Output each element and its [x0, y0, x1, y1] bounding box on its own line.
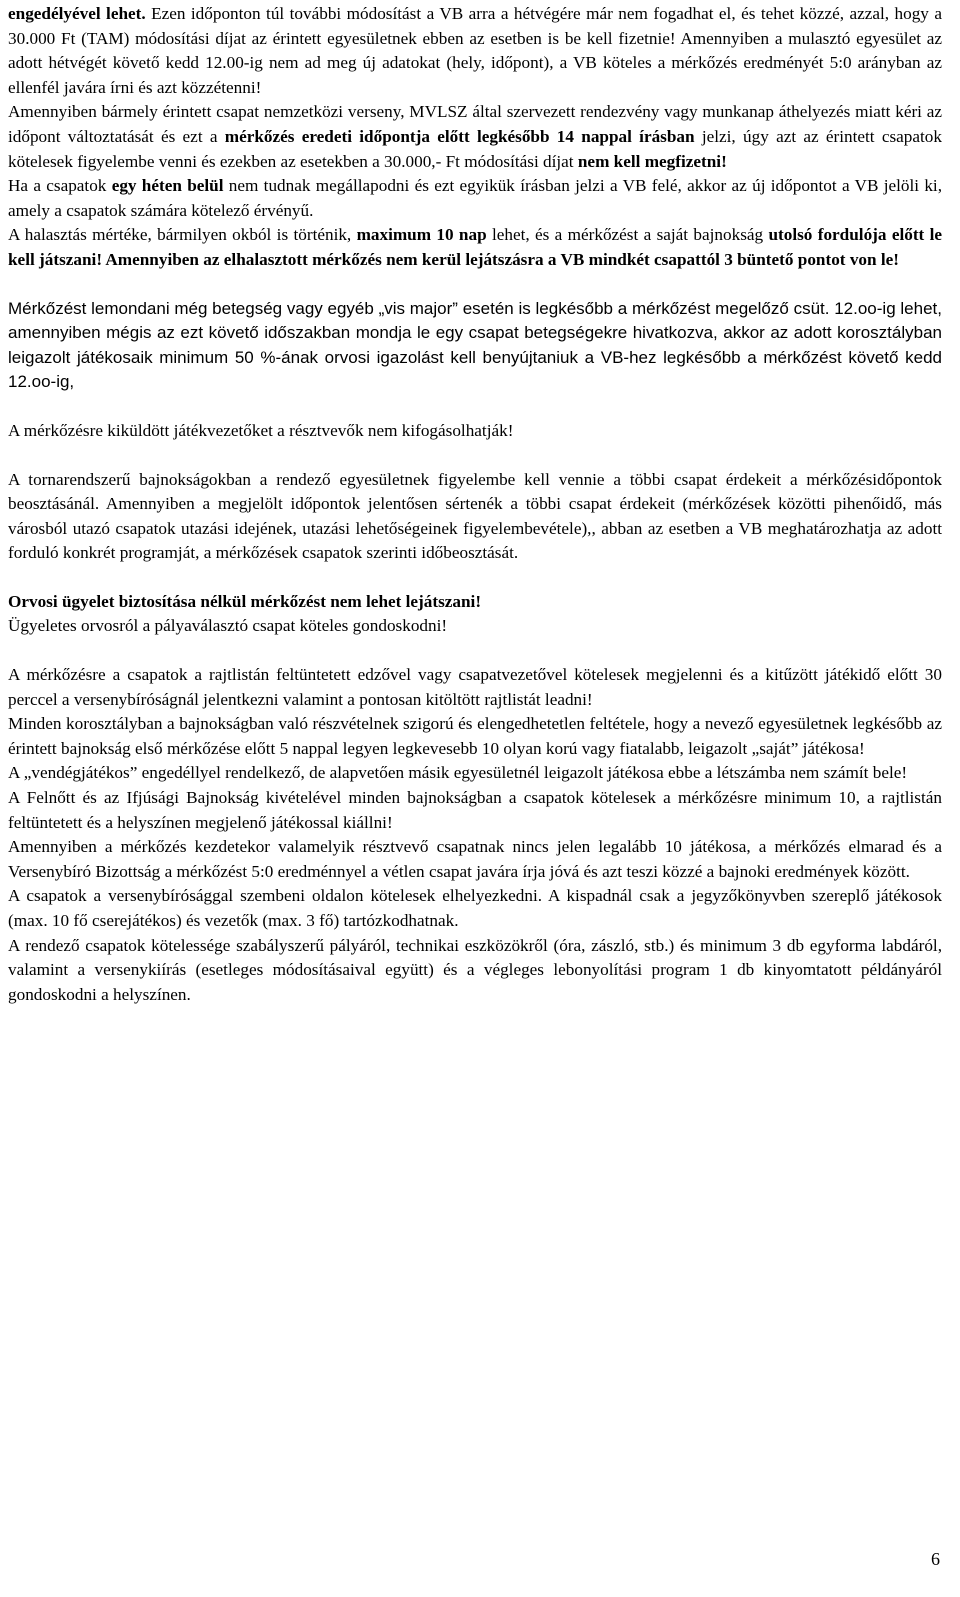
- paragraph: [8, 663, 942, 712]
- bold-text: nem kell megfizetni!: [577, 151, 727, 171]
- text-run: A mérkőzésre kiküldött játékvezetőket a résztvevők nem kifogásolhatják!: [8, 420, 514, 440]
- bold-text: engedélyével lehet.: [8, 4, 146, 23]
- paragraph: [8, 468, 942, 566]
- paragraph: [8, 419, 942, 444]
- paragraph: [8, 174, 942, 223]
- text-run: A csapatok a versenybírósággal szembeni oldalon kötelesek elhelyezkedni. A kispadnál csak a jegyzőkönyvben szereplő játékosok (max. 10 fő cserejátékos) és vezetők (max. 3 fő) tartózkodhatnak.: [8, 886, 942, 930]
- paragraph-spacer: [8, 395, 942, 419]
- paragraph-spacer: [8, 566, 942, 590]
- bold-text: Orvosi ügyelet biztosítása nélkül mérkőzést nem lehet lejátszani!: [8, 591, 482, 611]
- text-run: A rendező csapatok kötelessége szabályszerű pályáról, technikai eszközökről (óra, zászló, stb.) és minimum 3 db egyforma labdáról, valamint a versenykiírás (esetleges módosításaival együtt) és a végleges lebonyolítási program 1 db kinyomtatott példányáról gondoskodni a helyszínen.: [8, 935, 942, 1004]
- paragraph: [8, 934, 942, 1008]
- paragraph: [8, 761, 942, 786]
- bold-text: maximum 10 nap: [356, 225, 487, 245]
- paragraph: [8, 297, 942, 395]
- text-run: A mérkőzésre a csapatok a rajtlistán feltüntetett edzővel vagy csapatvezetővel kötelesek megjelenni és a kitűzött játékidő előtt 30 perccel a versenybíróságnál jelentkezni valamint a pontosan kitöltött rajtlistát leadni!: [8, 665, 942, 709]
- text-run: Ügyeletes orvosról a pályaválasztó csapat köteles gondoskodni!: [8, 616, 448, 636]
- paragraph: [8, 786, 942, 835]
- bold-text: utolsó fordulója előtt le kell játszani! Amennyiben az elhalasztott mérkőzés nem kerül lejátszásra a VB mindkét csapattól 3 büntető pontot von le!: [8, 225, 943, 269]
- text-run: Ezen időponton túl további módosítást a VB arra a hétvégére már nem fogadhat el, és tehet közzé, azzal, hogy a 30.000 Ft (TAM) módosítási díjat az érintett egyesületnek ebben az esetben is be kell fizetnie! Amennyiben a mulasztó egyesület az adott hétvégét követő kedd 12.00-ig nem ad meg új adatokat (hely, időpont), a VB köteles a mérkőzés eredményét 5:0 arányban az ellenfél javára írni és azt közzétenni!: [8, 4, 942, 97]
- paragraph-spacer: [8, 273, 942, 297]
- text-run: A Felnőtt és az Ifjúsági Bajnokság kivételével minden bajnokságban a csapatok kötelesek a mérkőzésre minimum 10, a rajtlistán feltüntetett és a helyszínen megjelenő játékossal kiállni!: [8, 788, 942, 832]
- document-body: [8, 2, 942, 1007]
- paragraph: [8, 712, 942, 761]
- paragraph-spacer: [8, 444, 942, 468]
- text-run: Amennyiben a mérkőzés kezdetekor valamelyik résztvevő csapatnak nincs jelen legalább 10 játékosa, a mérkőzés elmarad és a Versenybíró Bizottság a mérkőzést 5:0 eredménnyel a vétlen csapat javára írja jóvá és azt teszi közzé a bajnoki eredmények között.: [8, 837, 942, 881]
- paragraph: [8, 100, 942, 174]
- paragraph: [8, 223, 942, 272]
- paragraph: [8, 614, 942, 639]
- text-run: Mérkőzést lemondani még betegség vagy egyéb „vis major” esetén is legkésőbb a mérkőzést megelőző csüt. 12.oo-ig lehet, amennyiben mégis az ezt követő időszakban mondja le egy csapat betegségekre hivatkozva, akkor az adott korosztályban leigazolt játékosaik minimum 50 %-ának orvosi igazolást kell benyújtaniuk a VB-hez legkésőbb a mérkőzést követő kedd 12.oo-ig,: [8, 298, 942, 392]
- bold-text: egy héten belül: [111, 176, 224, 196]
- paragraph: [8, 884, 942, 933]
- text-run: nem tudnak megállapodni és ezt egyikük írásban jelzi a VB felé, akkor az új időpontot a VB jelöli ki, amely a csapatok számára kötelező érvényű.: [8, 176, 943, 220]
- paragraph: [8, 835, 942, 884]
- text-run: A tornarendszerű bajnokságokban a rendező egyesületnek figyelembe kell vennie a többi csapat érdekeit a mérkőzésidőpontok beosztásánál. Amennyiben a megjelölt időpontok jelentősen sértenék a többi csapat érdekeit (mérkőzések közötti pihenőidő, más városból utazó csapatok utazási idejének, utazási lehetőségeinek figyelembevétele),, abban az esetben a VB meghatározhatja az adott forduló konkrét programját, a mérkőzések csapatok szerinti időbeosztását.: [8, 469, 942, 563]
- text-run: Ha a csapatok: [8, 176, 112, 196]
- text-run: lehet, és a mérkőzést a saját bajnokság: [486, 225, 769, 245]
- text-run: jelzi, úgy azt az érintett csapatok kötelesek figyelembe venni és ezekben az esetekben a 30.000,- Ft módosítási díjat: [8, 126, 942, 171]
- paragraph-spacer: [8, 639, 942, 663]
- text-run: Amennyiben bármely érintett csapat nemzetközi verseny, MVLSZ által szervezett rendezvény vagy munkanap áthelyezés miatt kéri az időpont változtatását és ezt a: [8, 102, 942, 146]
- paragraph: [8, 590, 942, 615]
- text-run: A „vendégjátékos” engedéllyel rendelkező, de alapvetően másik egyesületnél leigazolt játékosa ebbe a létszámba nem számít bele!: [8, 763, 908, 783]
- paragraph: [8, 2, 942, 100]
- page-number: 6: [931, 1549, 940, 1569]
- text-run: Minden korosztályban a bajnokságban való részvételnek szigorú és elengedhetetlen feltétele, hogy a nevező egyesületnek legkésőbb az érintett bajnokság első mérkőzése előtt 5 nappal legyen legkevesebb 10 olyan korú vagy fiatalabb, leigazolt „saját” játékosa!: [8, 714, 942, 758]
- bold-text: mérkőzés eredeti időpontja előtt legkésőbb 14 nappal írásban: [224, 126, 695, 146]
- text-run: A halasztás mértéke, bármilyen okból is történik,: [8, 225, 357, 245]
